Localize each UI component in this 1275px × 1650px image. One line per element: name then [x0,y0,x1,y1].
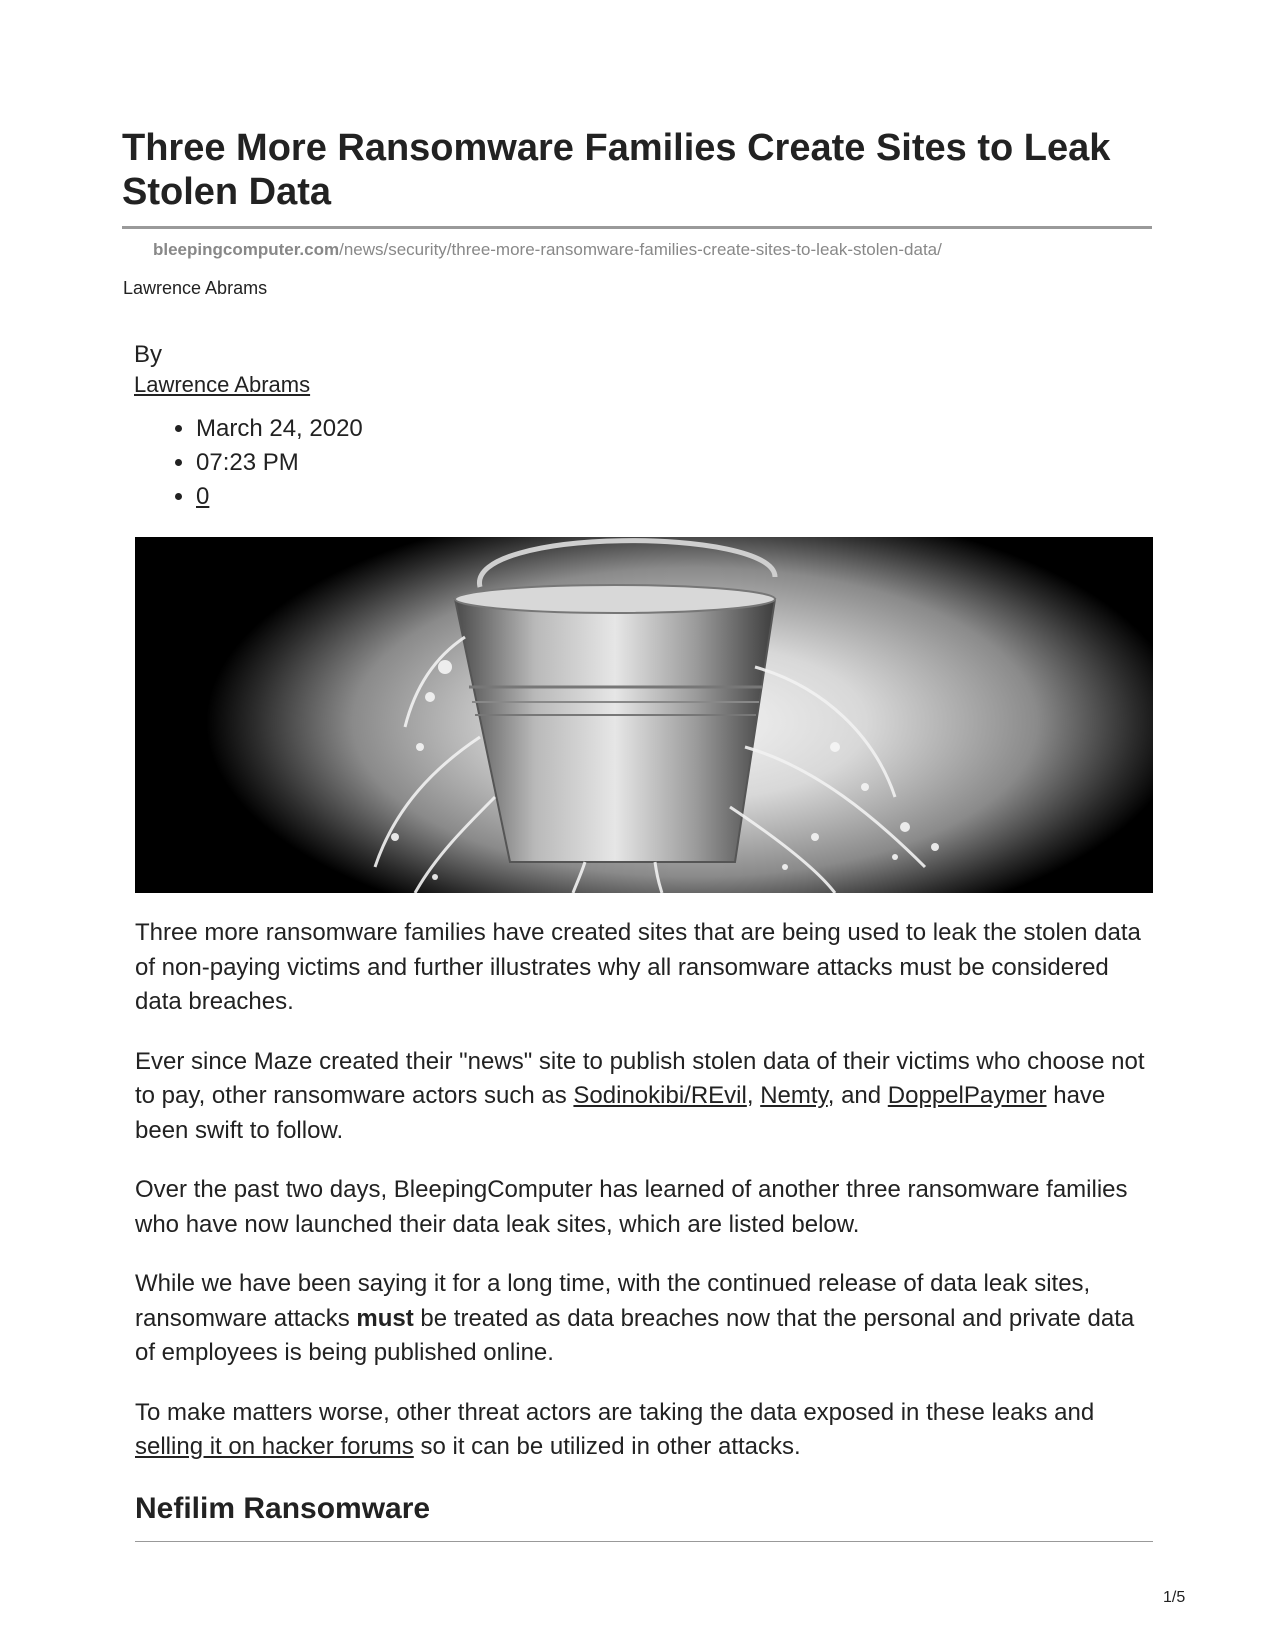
source-url [153,240,942,260]
title-divider [122,226,1152,229]
author-link[interactable]: Lawrence Abrams [134,372,311,397]
source-path: /news/security/three-more-ransomware-families-create-sites-to-leak-stolen-data/ [339,240,942,259]
bucket-handle [479,541,775,587]
link-selling-on-hacker-forums[interactable]: selling it on hacker forums [135,1433,414,1460]
publish-time: • 07:23 PM [196,446,363,480]
article-meta-list [154,412,363,514]
article-title: Three More Ransomware Families Create Sites to Leak Stolen Data [122,127,1111,213]
link-sodinokibi[interactable]: Sodinokibi/REvil [573,1082,747,1109]
paragraph-2: Ever since Maze created their "news" site to publish stolen data of their victims who choose not to pay, other ransomware actors such as Sodinokibi/REvil, Nemty, and DoppelPaymer have been swift to follow. [135,1047,1145,1144]
leaking-bucket-illustration [135,537,1153,893]
source-domain: bleepingcomputer.com [153,240,340,259]
paragraph-4: While we have been saying it for a long time, with the continued release of data leak sites, ransomware attacks must be treated as data breaches now that the personal and private data of employees is being published online. [135,1270,1135,1366]
article-body [135,916,1155,1490]
section-heading-nefilim: Nefilim Ransomware [135,1492,431,1525]
bucket-body [455,599,775,862]
hero-image-leaking-bucket [135,537,1153,893]
page-number: 1/5 [1163,1589,1186,1606]
comments-count-link[interactable]: 0 [196,483,210,510]
section-divider [135,1541,1153,1542]
paragraph-3: Over the past two days, BleepingComputer has learned of another three ransomware families who have now launched their data leak sites, which are listed below. [135,1176,1128,1238]
link-doppelpaymer[interactable]: DoppelPaymer [887,1082,1047,1109]
comments-item [196,480,363,514]
emphasis-must: must [356,1304,414,1332]
paragraph-5: To make matters worse, other threat actors are taking the data exposed in these leaks and selling it on hacker forums so it can be utilized in other attacks. [135,1398,1095,1460]
byline-label: By [134,341,163,368]
link-nemty[interactable]: Nemty [760,1082,828,1109]
paragraph-1: Three more ransomware families have created sites that are being used to leak the stolen data of non-paying victims and further illustrates why all ransomware attacks must be considered data breaches. [135,919,1141,1015]
bucket-rim [455,585,775,613]
publish-date: • March 24, 2020 [196,412,363,446]
author-name: Lawrence Abrams [123,278,268,298]
